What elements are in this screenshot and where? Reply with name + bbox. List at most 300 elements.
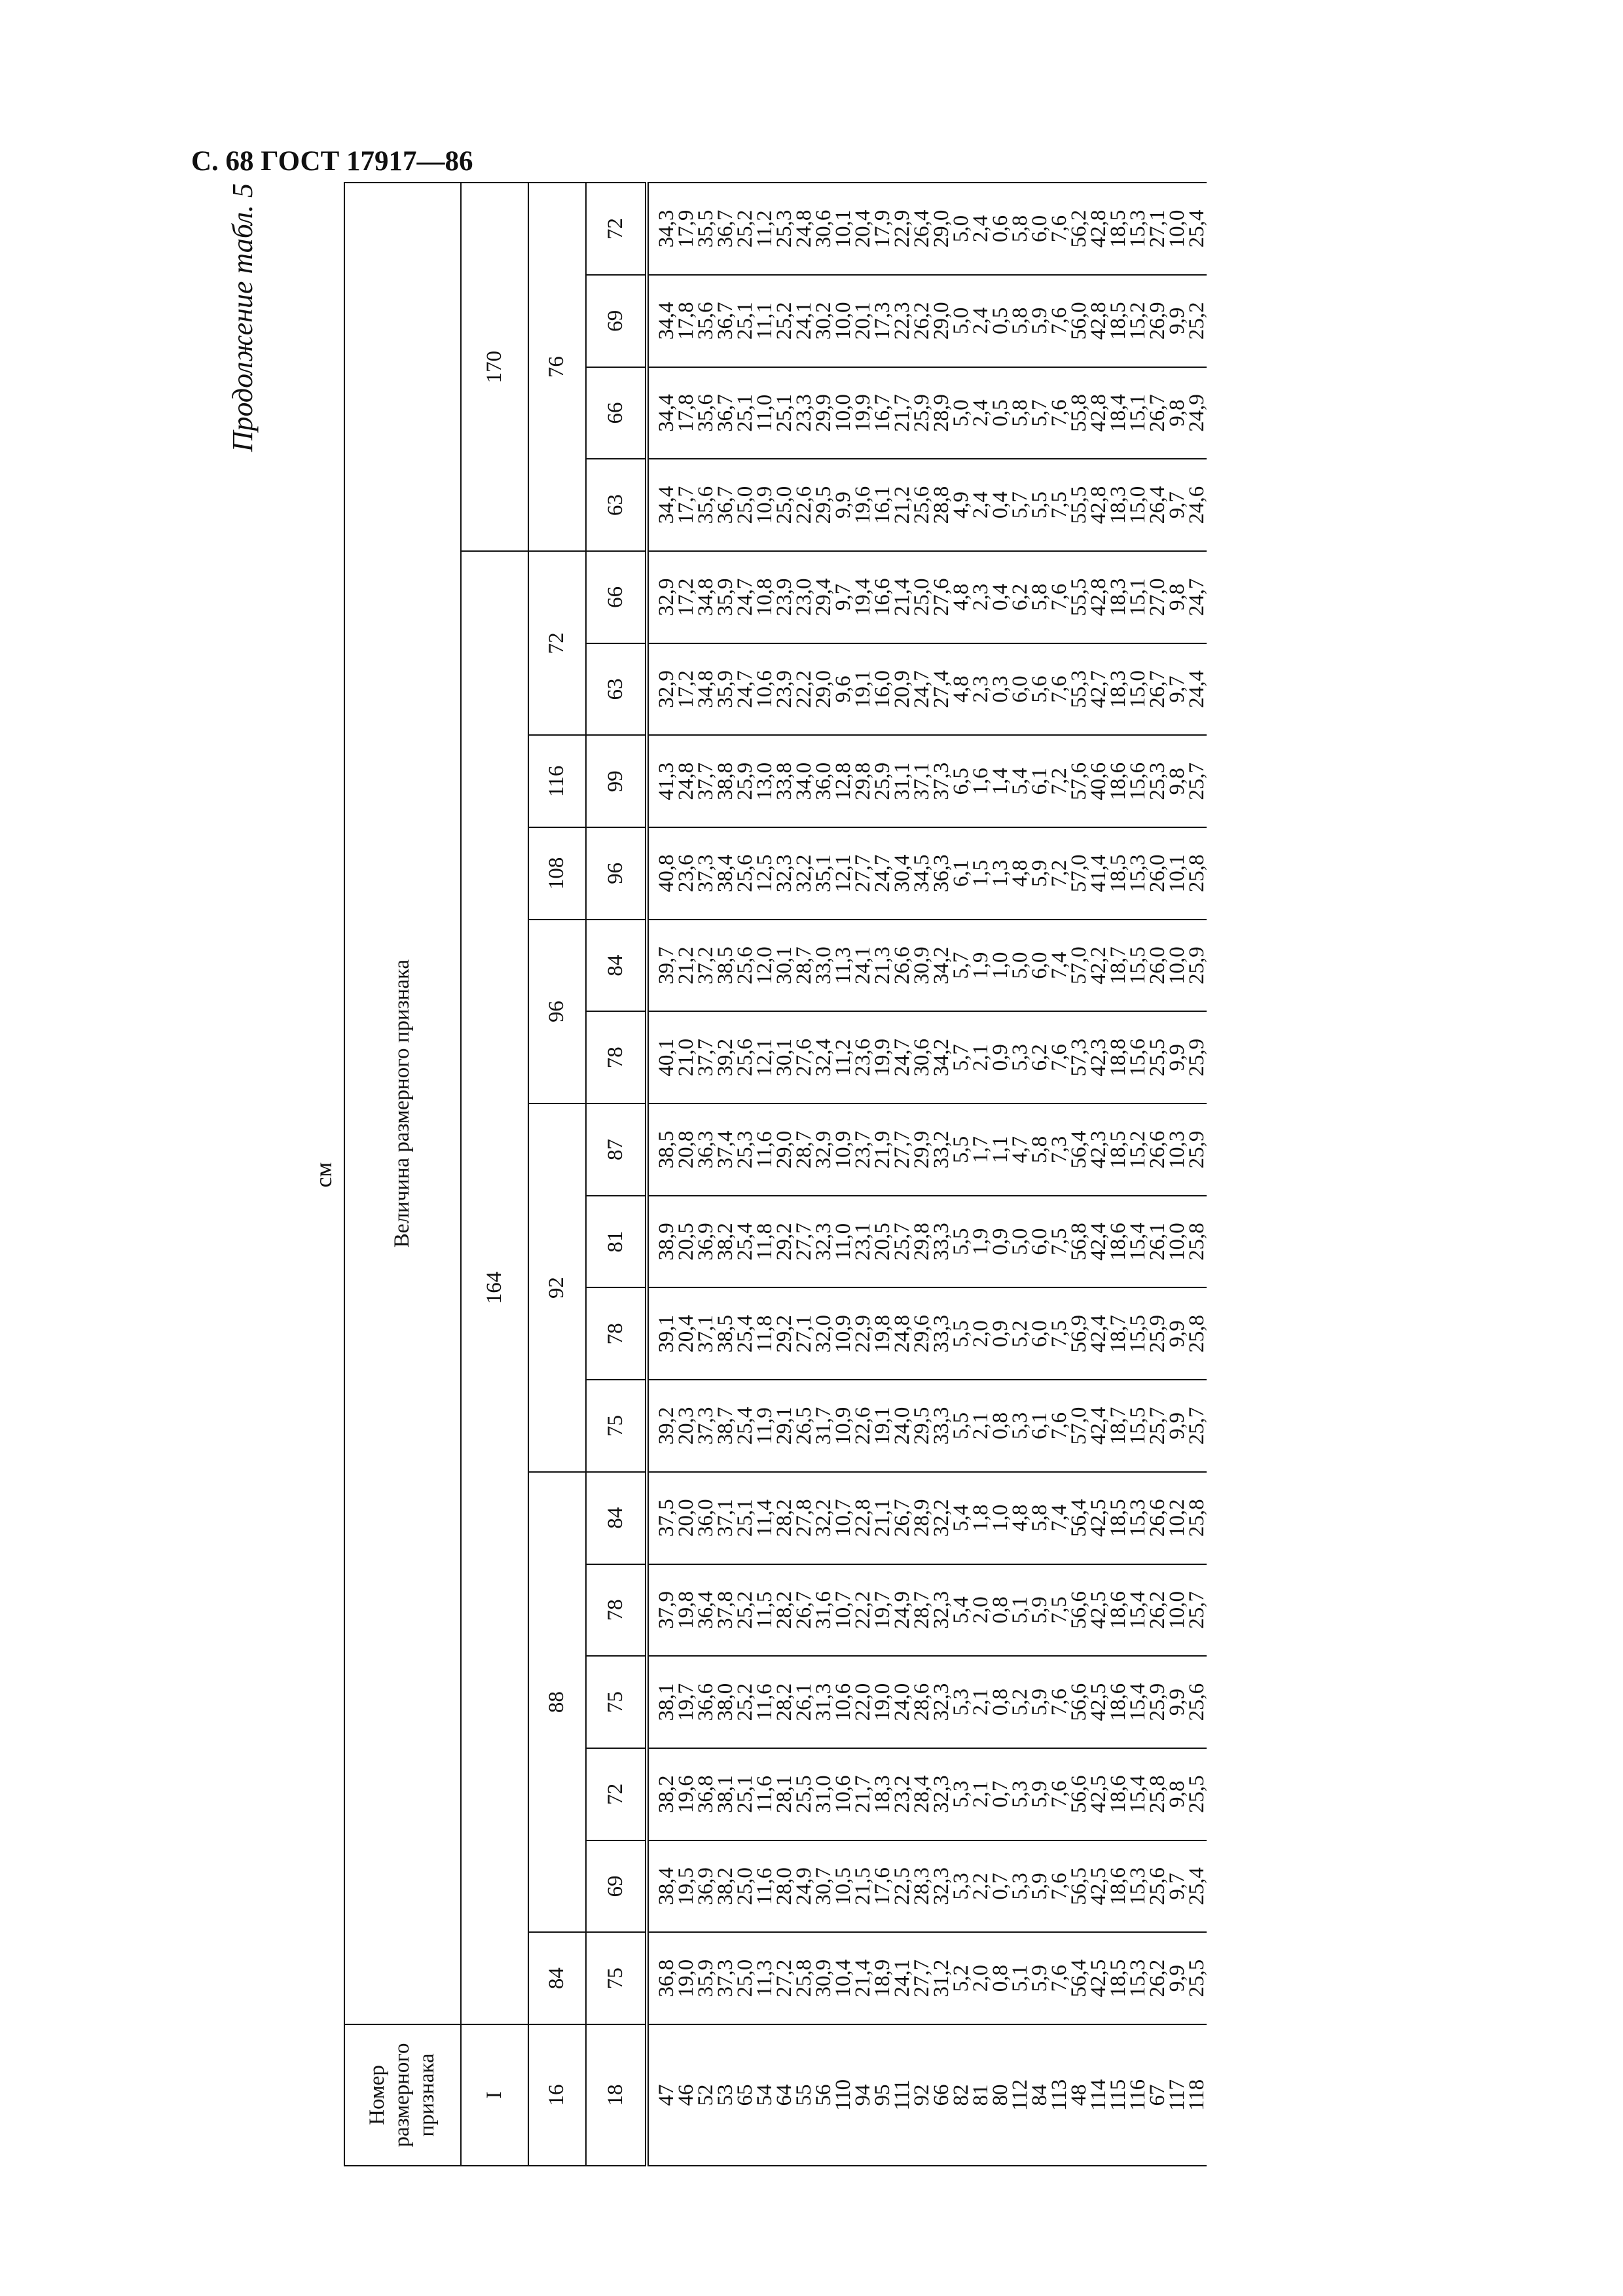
value-cell: 23,0 xyxy=(794,551,814,643)
value-cell: 25,5 xyxy=(1187,1932,1207,2024)
value-cell: 24,7 xyxy=(912,643,932,736)
value-cell: 20,4 xyxy=(853,183,873,275)
value-cell: 2,1 xyxy=(971,1656,991,1748)
value-cell: 18,5 xyxy=(1108,1103,1128,1196)
value-cell: 0,5 xyxy=(991,367,1010,459)
value-cell: 25,9 xyxy=(1187,920,1207,1012)
group-header-level3: 66 xyxy=(586,551,647,643)
value-cell: 42,5 xyxy=(1089,1656,1108,1748)
value-cell: 0,9 xyxy=(991,1011,1010,1103)
value-cell: 21,1 xyxy=(873,1472,892,1564)
value-cell: 16,7 xyxy=(873,367,892,459)
value-cell: 34,4 xyxy=(647,367,676,459)
value-cell: 25,9 xyxy=(1187,1011,1207,1103)
value-cell: 1,3 xyxy=(991,827,1010,920)
group-header-level1: 164 xyxy=(461,551,528,2024)
value-cell: 7,6 xyxy=(1049,1011,1069,1103)
value-cell: 38,2 xyxy=(647,1748,676,1840)
value-cell: 19,4 xyxy=(853,551,873,643)
value-cell: 26,7 xyxy=(1148,367,1167,459)
value-cell: 37,1 xyxy=(912,735,932,827)
group-header-level3: 75 xyxy=(586,1656,647,1748)
group-header-level2: 96 xyxy=(528,920,586,1103)
value-cell: 25,3 xyxy=(1148,735,1167,827)
value-cell: 24,9 xyxy=(1187,367,1207,459)
value-cell: 24,1 xyxy=(794,275,814,367)
value-cell: 25,9 xyxy=(1187,1103,1207,1196)
value-cell: 31,0 xyxy=(814,1748,833,1840)
value-cell: 10,0 xyxy=(1167,183,1187,275)
value-cell: 10,1 xyxy=(833,183,853,275)
table-row xyxy=(676,183,696,2166)
value-cell: 21,9 xyxy=(873,1103,892,1196)
value-cell: 21,4 xyxy=(892,551,912,643)
value-cell: 36,7 xyxy=(716,183,735,275)
value-cell: 6,2 xyxy=(1010,551,1030,643)
value-cell: 5,9 xyxy=(1030,1840,1049,1933)
value-cell: 15,2 xyxy=(1128,1103,1148,1196)
value-cell: 26,9 xyxy=(1148,275,1167,367)
feature-number-cell: 64 xyxy=(775,2024,794,2166)
table-row xyxy=(991,183,1010,2166)
value-cell: 25,2 xyxy=(775,275,794,367)
value-cell: 27,6 xyxy=(932,551,951,643)
value-cell: 9,9 xyxy=(1167,1932,1187,2024)
value-cell: 21,2 xyxy=(892,459,912,551)
table-row xyxy=(696,183,716,2166)
value-cell: 36,3 xyxy=(932,827,951,920)
value-cell: 19,9 xyxy=(873,1011,892,1103)
value-cell: 25,1 xyxy=(735,275,755,367)
value-cell: 33,0 xyxy=(814,920,833,1012)
value-cell: 42,5 xyxy=(1089,1748,1108,1840)
value-cell: 24,0 xyxy=(892,1656,912,1748)
value-cell: 23,9 xyxy=(775,643,794,736)
index-row-label: 18 xyxy=(586,2024,647,2166)
value-cell: 25,6 xyxy=(1148,1840,1167,1933)
group-header-level3: 96 xyxy=(586,827,647,920)
value-cell: 2,4 xyxy=(971,275,991,367)
value-cell: 18,7 xyxy=(1108,920,1128,1012)
value-cell: 24,7 xyxy=(873,827,892,920)
value-cell: 27,7 xyxy=(853,827,873,920)
value-cell: 10,9 xyxy=(833,1288,853,1380)
value-cell: 25,2 xyxy=(735,1656,755,1748)
group-header-level1: 170 xyxy=(461,183,528,551)
value-cell: 56,0 xyxy=(1069,275,1089,367)
value-cell: 28,7 xyxy=(912,1564,932,1657)
value-cell: 33,8 xyxy=(775,735,794,827)
value-cell: 7,2 xyxy=(1049,827,1069,920)
value-cell: 5,0 xyxy=(951,183,971,275)
value-cell: 56,8 xyxy=(1069,1196,1089,1288)
value-cell: 5,9 xyxy=(1030,1564,1049,1657)
value-cell: 11,6 xyxy=(755,1840,775,1933)
value-cell: 20,5 xyxy=(676,1196,696,1288)
value-cell: 25,0 xyxy=(735,1932,755,2024)
feature-number-cell: 66 xyxy=(932,2024,951,2166)
group-header-level2: 88 xyxy=(528,1472,586,1932)
value-cell: 26,7 xyxy=(794,1564,814,1657)
value-cell: 32,9 xyxy=(647,551,676,643)
value-cell: 25,9 xyxy=(912,367,932,459)
value-cell: 18,4 xyxy=(1108,367,1128,459)
value-cell: 6,0 xyxy=(1010,643,1030,736)
group-header-level2: 72 xyxy=(528,551,586,735)
table-row xyxy=(1010,183,1030,2166)
value-cell: 26,6 xyxy=(892,920,912,1012)
value-cell: 56,9 xyxy=(1069,1288,1089,1380)
value-cell: 32,2 xyxy=(794,827,814,920)
value-cell: 37,4 xyxy=(716,1103,735,1196)
value-cell: 25,7 xyxy=(892,1196,912,1288)
value-cell: 5,6 xyxy=(1030,643,1049,736)
value-cell: 25,7 xyxy=(1148,1380,1167,1472)
value-cell: 33,3 xyxy=(932,1196,951,1288)
value-cell: 9,9 xyxy=(1167,1288,1187,1380)
value-cell: 18,3 xyxy=(1108,643,1128,736)
value-cell: 29,0 xyxy=(932,275,951,367)
value-cell: 30,9 xyxy=(814,1932,833,2024)
value-cell: 10,5 xyxy=(833,1840,853,1933)
table-row xyxy=(1069,183,1089,2166)
value-cell: 27,4 xyxy=(932,643,951,736)
value-cell: 34,8 xyxy=(696,551,716,643)
value-cell: 4,7 xyxy=(1010,1103,1030,1196)
value-cell: 1,8 xyxy=(971,1472,991,1564)
value-cell: 27,2 xyxy=(775,1932,794,2024)
group-header-level2: 84 xyxy=(528,1932,586,2024)
value-cell: 2,3 xyxy=(971,643,991,736)
value-cell: 36,9 xyxy=(696,1196,716,1288)
value-cell: 21,4 xyxy=(853,1932,873,2024)
value-cell: 42,7 xyxy=(1089,643,1108,736)
value-cell: 22,8 xyxy=(853,1472,873,1564)
value-cell: 24,9 xyxy=(892,1564,912,1657)
value-cell: 1,5 xyxy=(971,827,991,920)
value-cell: 10,7 xyxy=(833,1564,853,1657)
value-cell: 10,9 xyxy=(833,1380,853,1472)
value-cell: 7,5 xyxy=(1049,1564,1069,1657)
value-cell: 38,0 xyxy=(716,1656,735,1748)
value-cell: 28,0 xyxy=(775,1840,794,1933)
table-row xyxy=(755,183,775,2166)
value-cell: 35,9 xyxy=(696,1932,716,2024)
table-row xyxy=(892,183,912,2166)
value-cell: 7,5 xyxy=(1049,1196,1069,1288)
value-cell: 15,4 xyxy=(1128,1748,1148,1840)
value-cell: 5,4 xyxy=(951,1564,971,1657)
table-row xyxy=(735,183,755,2166)
value-cell: 31,6 xyxy=(814,1564,833,1657)
value-cell: 36,7 xyxy=(716,367,735,459)
value-cell: 27,1 xyxy=(794,1288,814,1380)
value-cell: 34,2 xyxy=(932,920,951,1012)
value-cell: 36,6 xyxy=(696,1656,716,1748)
value-cell: 25,1 xyxy=(735,1472,755,1564)
group-header-level3: 63 xyxy=(586,459,647,551)
value-cell: 28,7 xyxy=(794,920,814,1012)
value-cell: 38,5 xyxy=(716,920,735,1012)
value-cell: 38,8 xyxy=(716,735,735,827)
group-header-level3: 66 xyxy=(586,367,647,459)
value-cell: 24,7 xyxy=(735,551,755,643)
value-cell: 31,1 xyxy=(892,735,912,827)
value-cell: 23,9 xyxy=(775,551,794,643)
value-cell: 32,9 xyxy=(814,1103,833,1196)
value-cell: 5,0 xyxy=(1010,1196,1030,1288)
value-cell: 5,5 xyxy=(951,1196,971,1288)
value-cell: 9,9 xyxy=(1167,1380,1187,1472)
feature-number-cell: 110 xyxy=(833,2024,853,2166)
value-cell: 30,6 xyxy=(912,1011,932,1103)
value-cell: 28,2 xyxy=(775,1472,794,1564)
value-cell: 29,5 xyxy=(814,459,833,551)
value-cell: 5,3 xyxy=(1010,1748,1030,1840)
value-cell: 37,3 xyxy=(932,735,951,827)
value-cell: 15,3 xyxy=(1128,1932,1148,2024)
column-header-value: Величина размерного признака xyxy=(344,183,461,2024)
table-row xyxy=(873,183,892,2166)
value-cell: 37,2 xyxy=(696,920,716,1012)
table-row xyxy=(932,183,951,2166)
group-header-level3: 72 xyxy=(586,183,647,275)
value-cell: 2,1 xyxy=(971,1011,991,1103)
value-cell: 18,7 xyxy=(1108,1288,1128,1380)
value-cell: 25,8 xyxy=(1187,1472,1207,1564)
value-cell: 42,8 xyxy=(1089,367,1108,459)
value-cell: 0,8 xyxy=(991,1656,1010,1748)
value-cell: 36,3 xyxy=(696,1103,716,1196)
value-cell: 10,9 xyxy=(755,459,775,551)
value-cell: 24,0 xyxy=(892,1380,912,1472)
value-cell: 24,7 xyxy=(1187,551,1207,643)
value-cell: 1,0 xyxy=(991,1472,1010,1564)
value-cell: 15,3 xyxy=(1128,183,1148,275)
value-cell: 0,8 xyxy=(991,1932,1010,2024)
value-cell: 23,1 xyxy=(853,1196,873,1288)
value-cell: 5,8 xyxy=(1010,367,1030,459)
value-cell: 57,6 xyxy=(1069,735,1089,827)
value-cell: 28,7 xyxy=(794,1103,814,1196)
value-cell: 42,4 xyxy=(1089,1380,1108,1472)
value-cell: 15,5 xyxy=(1128,1380,1148,1472)
value-cell: 5,4 xyxy=(951,1472,971,1564)
value-cell: 27,8 xyxy=(794,1472,814,1564)
value-cell: 11,5 xyxy=(755,1564,775,1657)
value-cell: 2,1 xyxy=(971,1380,991,1472)
value-cell: 22,6 xyxy=(794,459,814,551)
group-header-level3: 87 xyxy=(586,1103,647,1196)
value-cell: 20,8 xyxy=(676,1103,696,1196)
value-cell: 41,3 xyxy=(647,735,676,827)
value-cell: 10,6 xyxy=(755,643,775,736)
feature-number-cell: 48 xyxy=(1069,2024,1089,2166)
group-header-level3: 72 xyxy=(586,1748,647,1840)
value-cell: 56,4 xyxy=(1069,1472,1089,1564)
value-cell: 25,0 xyxy=(735,1840,755,1933)
value-cell: 36,0 xyxy=(696,1472,716,1564)
value-cell: 25,6 xyxy=(912,459,932,551)
feature-number-cell: 82 xyxy=(951,2024,971,2166)
value-cell: 25,6 xyxy=(735,920,755,1012)
value-cell: 20,4 xyxy=(676,1288,696,1380)
value-cell: 19,1 xyxy=(853,643,873,736)
feature-number-cell: 111 xyxy=(892,2024,912,2166)
value-cell: 10,7 xyxy=(833,1472,853,1564)
value-cell: 17,8 xyxy=(676,275,696,367)
value-cell: 25,4 xyxy=(735,1380,755,1472)
value-cell: 15,0 xyxy=(1128,459,1148,551)
value-cell: 39,7 xyxy=(647,920,676,1012)
value-cell: 42,5 xyxy=(1089,1472,1108,1564)
value-cell: 25,4 xyxy=(1187,1840,1207,1933)
value-cell: 38,1 xyxy=(716,1748,735,1840)
value-cell: 0,8 xyxy=(991,1564,1010,1657)
value-cell: 5,8 xyxy=(1030,1103,1049,1196)
value-cell: 5,7 xyxy=(1010,459,1030,551)
feature-number-cell: 94 xyxy=(853,2024,873,2166)
value-cell: 26,5 xyxy=(794,1380,814,1472)
value-cell: 29,8 xyxy=(853,735,873,827)
value-cell: 25,4 xyxy=(735,1288,755,1380)
value-cell: 16,6 xyxy=(873,551,892,643)
value-cell: 26,6 xyxy=(1148,1103,1167,1196)
value-cell: 25,9 xyxy=(873,735,892,827)
value-cell: 20,0 xyxy=(676,1472,696,1564)
value-cell: 21,7 xyxy=(892,367,912,459)
value-cell: 37,3 xyxy=(716,1932,735,2024)
value-cell: 28,4 xyxy=(912,1748,932,1840)
value-cell: 24,4 xyxy=(1187,643,1207,736)
value-cell: 12,0 xyxy=(755,920,775,1012)
value-cell: 28,2 xyxy=(775,1656,794,1748)
index-row-label: 16 xyxy=(528,2024,586,2166)
feature-number-cell: 46 xyxy=(676,2024,696,2166)
group-header-level3: 75 xyxy=(586,1932,647,2024)
value-cell: 28,9 xyxy=(912,1472,932,1564)
feature-number-cell: 53 xyxy=(716,2024,735,2166)
value-cell: 7,6 xyxy=(1049,367,1069,459)
value-cell: 40,8 xyxy=(647,827,676,920)
value-cell: 35,9 xyxy=(716,551,735,643)
table-row xyxy=(1167,183,1187,2166)
value-cell: 34,8 xyxy=(696,643,716,736)
value-cell: 2,2 xyxy=(971,1840,991,1933)
value-cell: 35,6 xyxy=(696,367,716,459)
value-cell: 40,6 xyxy=(1089,735,1108,827)
value-cell: 22,5 xyxy=(892,1840,912,1933)
feature-number-cell: 55 xyxy=(794,2024,814,2166)
value-cell: 38,9 xyxy=(647,1196,676,1288)
value-cell: 28,2 xyxy=(775,1564,794,1657)
group-header-level3: 75 xyxy=(586,1380,647,1472)
value-cell: 9,7 xyxy=(1167,459,1187,551)
value-cell: 30,2 xyxy=(814,275,833,367)
value-cell: 23,6 xyxy=(853,1011,873,1103)
feature-number-cell: 56 xyxy=(814,2024,833,2166)
value-cell: 15,5 xyxy=(1128,1288,1148,1380)
value-cell: 6,1 xyxy=(1030,735,1049,827)
value-cell: 38,4 xyxy=(647,1840,676,1933)
value-cell: 11,0 xyxy=(755,367,775,459)
value-cell: 39,1 xyxy=(647,1288,676,1380)
value-cell: 35,5 xyxy=(696,183,716,275)
value-cell: 30,7 xyxy=(814,1840,833,1933)
value-cell: 7,6 xyxy=(1049,643,1069,736)
value-cell: 26,0 xyxy=(1148,827,1167,920)
value-cell: 42,5 xyxy=(1089,1564,1108,1657)
value-cell: 42,4 xyxy=(1089,1288,1108,1380)
value-cell: 24,1 xyxy=(892,1932,912,2024)
value-cell: 56,4 xyxy=(1069,1932,1089,2024)
value-cell: 7,5 xyxy=(1049,459,1069,551)
value-cell: 37,9 xyxy=(647,1564,676,1657)
value-cell: 7,6 xyxy=(1049,551,1069,643)
value-cell: 13,0 xyxy=(755,735,775,827)
value-cell: 17,6 xyxy=(873,1840,892,1933)
value-cell: 25,1 xyxy=(775,367,794,459)
value-cell: 35,6 xyxy=(696,275,716,367)
value-cell: 11,6 xyxy=(755,1103,775,1196)
value-cell: 25,8 xyxy=(1148,1748,1167,1840)
table-row xyxy=(912,183,932,2166)
value-cell: 7,6 xyxy=(1049,1380,1069,1472)
value-cell: 2,4 xyxy=(971,367,991,459)
value-cell: 19,9 xyxy=(853,367,873,459)
value-cell: 11,4 xyxy=(755,1472,775,1564)
value-cell: 25,6 xyxy=(735,1011,755,1103)
value-cell: 10,6 xyxy=(833,1656,853,1748)
value-cell: 7,6 xyxy=(1049,1932,1069,2024)
feature-number-cell: 52 xyxy=(696,2024,716,2166)
value-cell: 10,0 xyxy=(1167,920,1187,1012)
value-cell: 27,7 xyxy=(794,1196,814,1288)
value-cell: 27,7 xyxy=(912,1932,932,2024)
table-row xyxy=(1089,183,1108,2166)
value-cell: 36,4 xyxy=(696,1564,716,1657)
value-cell: 5,1 xyxy=(1010,1932,1030,2024)
value-cell: 18,5 xyxy=(1108,1472,1128,1564)
value-cell: 28,8 xyxy=(932,459,951,551)
value-cell: 17,7 xyxy=(676,459,696,551)
value-cell: 15,4 xyxy=(1128,1656,1148,1748)
value-cell: 36,7 xyxy=(716,275,735,367)
value-cell: 57,0 xyxy=(1069,920,1089,1012)
value-cell: 24,8 xyxy=(676,735,696,827)
column-header-number: Номер размерного признака xyxy=(344,2024,461,2166)
table-row xyxy=(814,183,833,2166)
value-cell: 42,3 xyxy=(1089,1103,1108,1196)
value-cell: 33,2 xyxy=(932,1103,951,1196)
value-cell: 25,8 xyxy=(1187,827,1207,920)
value-cell: 18,6 xyxy=(1108,1748,1128,1840)
table-row xyxy=(1187,183,1207,2166)
value-cell: 1,4 xyxy=(991,735,1010,827)
value-cell: 19,8 xyxy=(676,1564,696,1657)
value-cell: 24,8 xyxy=(892,1288,912,1380)
value-cell: 9,9 xyxy=(833,459,853,551)
value-cell: 34,2 xyxy=(932,1011,951,1103)
value-cell: 9,7 xyxy=(833,551,853,643)
value-cell: 32,3 xyxy=(932,1840,951,1933)
value-cell: 25,2 xyxy=(1187,275,1207,367)
value-cell: 5,2 xyxy=(1010,1656,1030,1748)
value-cell: 42,8 xyxy=(1089,183,1108,275)
value-cell: 9,8 xyxy=(1167,1748,1187,1840)
value-cell: 37,3 xyxy=(696,1380,716,1472)
value-cell: 12,8 xyxy=(833,735,853,827)
